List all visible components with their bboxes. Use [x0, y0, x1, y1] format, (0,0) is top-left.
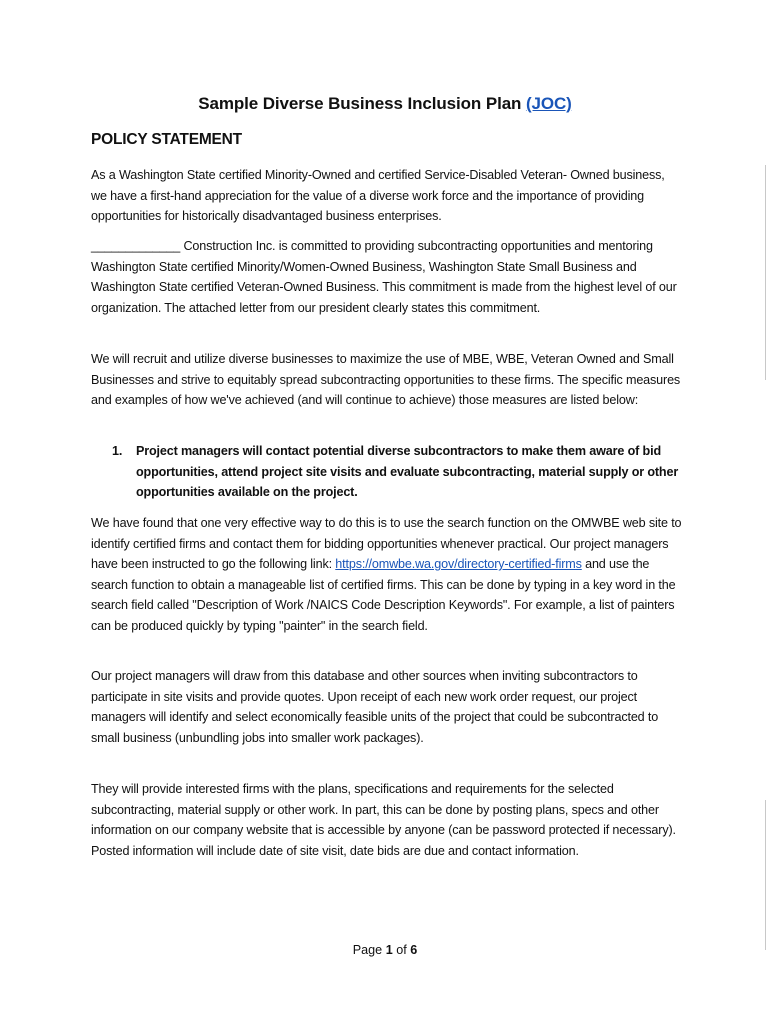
omwbe-directory-link[interactable]: https://omwbe.wa.gov/directory-certified-firms [335, 557, 582, 572]
database-paragraph: Our project managers will draw from this database and other sources when inviting subcontractors to participate in site visits and provide quotes. Upon receipt of each new work order request, our project managers will identify and select economically feasible units of the project that could be subcontracted to small business (unbundling jobs into smaller work packages). [91, 669, 659, 745]
recruit-paragraph: We will recruit and utilize diverse businesses to maximize the use of MBE, WBE, Veteran Owned and Small Businesses and strive to equitably spread subcontracting opportunities to these firms. The specific measures and examples of how we've achieved (and will continue to achieve) those measures are listed below: [91, 352, 681, 408]
intro-paragraph: As a Washington State certified Minority-Owned and certified Service-Disabled Veteran- Owned business, we have a first-hand appreciation for the value of a diverse work force and the importance of providing opportunities for historically disadvantaged business enterprises. [91, 168, 665, 224]
list-item-text: Project managers will contact potential diverse subcontractors to make them aware of bid opportunities, attend project site visits and evaluate subcontracting, material supply or other opportunities available on the project. [136, 444, 679, 500]
commitment-text: Construction Inc. is committed to providing subcontracting opportunities and mentoring Washington State certified Minority/Women-Owned Business, Washington State Small Business and Washington State certified Veteran-Owned Business. This commitment is made from the highest level of our organization. The attached letter from our president clearly states this commitment. [91, 239, 677, 315]
company-name-blank: _____________ [91, 239, 181, 253]
joc-link[interactable]: (JOC) [525, 94, 572, 113]
page-edge-line [765, 165, 766, 380]
omwbe-text-after: and use the search function to obtain a manageable list of certified firms. This can be done by typing in a key word in the search field called "Description of Work /NAICS Code Description Keywords". For example, a list of painters can be produced quickly by typing "painter" in the search field. [91, 557, 676, 633]
list-number: 1. [112, 444, 123, 458]
commitment-paragraph [91, 236, 683, 318]
plans-paragraph: They will provide interested firms with the plans, specifications and requirements for the selected subcontracting, material supply or other work. In part, this can be done by posting plans, specs and other information on our company website that is accessible by anyone (can be password protected if necessary). Posted information will include date of site visit, date bids are due and contact information. [91, 782, 676, 858]
of-label: of [392, 943, 411, 957]
page-label: Page [352, 943, 386, 957]
page-number-footer [0, 943, 770, 957]
omwbe-paragraph [91, 513, 683, 637]
policy-statement-heading: POLICY STATEMENT [91, 131, 242, 148]
omwbe-text-before: We have found that one very effective way to do this is to use the search function on the OMWBE web site to identify certified firms and contact them for bidding opportunities whenever practical. Our project managers have been instructed to go the following link: [91, 516, 682, 572]
title-text: Sample Diverse Business Inclusion Plan [198, 94, 526, 113]
page-current: 1 [385, 943, 393, 957]
page-edge-line [765, 800, 766, 950]
measures-list-item [112, 441, 684, 503]
page-total: 6 [410, 943, 418, 957]
document-title [0, 94, 770, 114]
